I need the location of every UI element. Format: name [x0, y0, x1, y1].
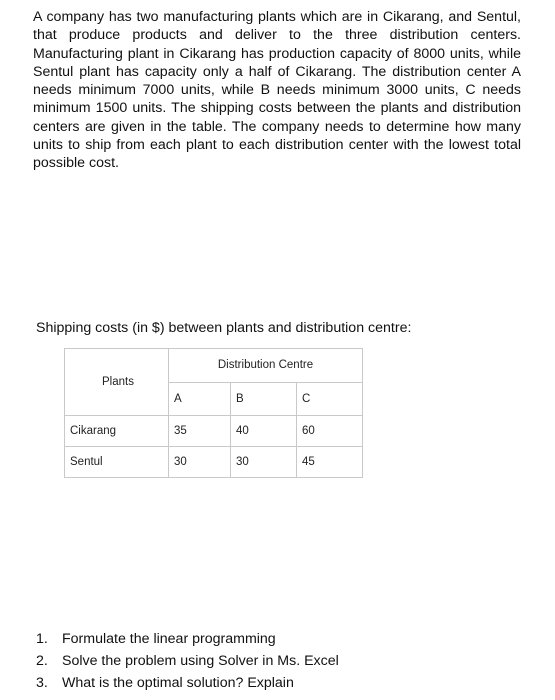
cost-cell: 60 [297, 416, 363, 447]
plant-name: Sentul [65, 447, 169, 478]
question-number: 1. [36, 631, 48, 647]
cost-cell: 40 [231, 416, 297, 447]
table-row [65, 416, 363, 447]
question-list [36, 628, 339, 694]
distribution-centre-header: Distribution Centre [169, 349, 363, 383]
question-text: Solve the problem using Solver in Ms. Excel [62, 653, 339, 669]
plant-name: Cikarang [65, 416, 169, 447]
cost-cell: 45 [297, 447, 363, 478]
question-number: 2. [36, 653, 48, 669]
cost-cell: 30 [169, 447, 231, 478]
table-caption: Shipping costs (in $) between plants and distribution centre: [36, 320, 412, 336]
question-text: What is the optimal solution? Explain [62, 675, 294, 691]
column-header-b: B [231, 382, 297, 416]
list-item [36, 650, 339, 672]
cost-cell: 30 [231, 447, 297, 478]
column-header-c: C [297, 382, 363, 416]
plants-header: Plants [65, 349, 169, 416]
problem-statement: A company has two manufacturing plants which are in Cikarang, and Sentul, that produce products and deliver to the three distribution centers. Manufacturing plant in Cikarang has production capacity of 8000 units, while Sentul plant has capacity only a half of Cikarang. The distribution center A needs minimum 7000 units, while B needs minimum 3000 units, C needs minimum 1500 units. The shipping costs between the plants and distribution centers are given in the table. The company needs to determine how many units to ship from each plant to each distribution center with the lowest total possible cost. [33, 9, 521, 172]
cost-cell: 35 [169, 416, 231, 447]
question-number: 3. [36, 675, 48, 691]
table-row [65, 447, 363, 478]
shipping-cost-table [64, 348, 363, 478]
question-text: Formulate the linear programming [62, 631, 276, 647]
column-header-a: A [169, 382, 231, 416]
list-item [36, 628, 339, 650]
list-item [36, 672, 339, 694]
